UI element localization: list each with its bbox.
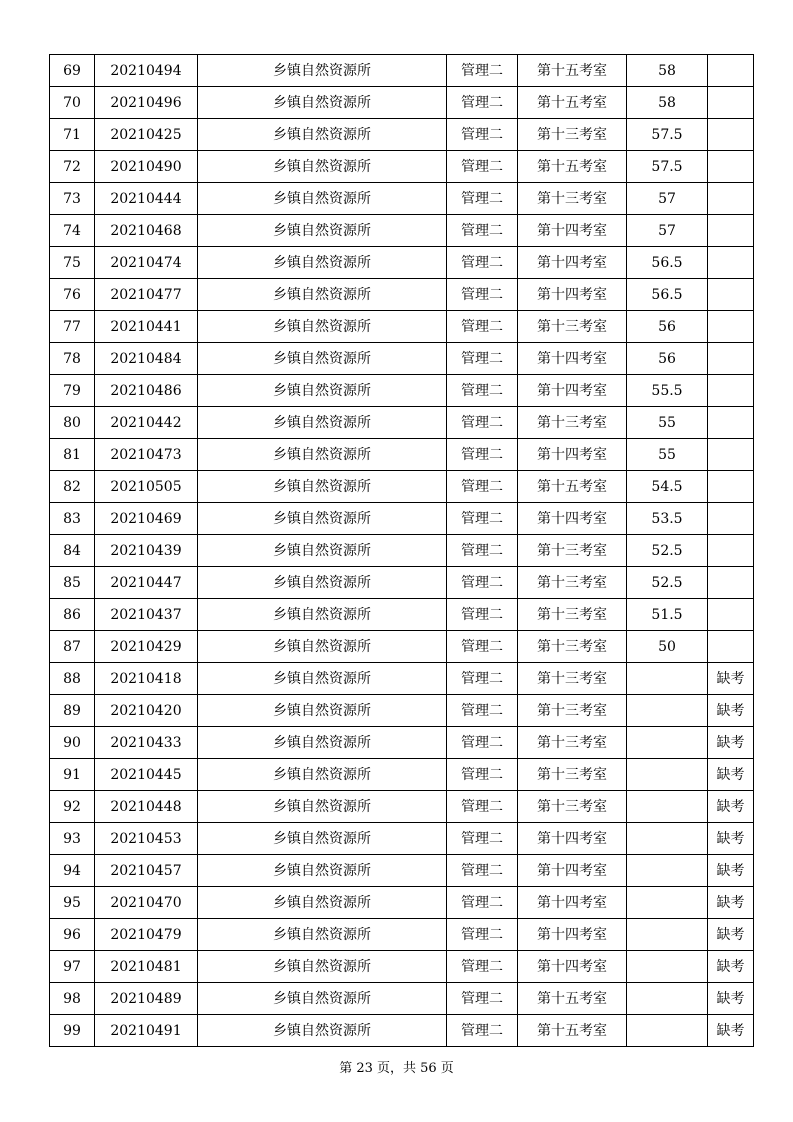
cell-score: 58 [627, 55, 708, 87]
table-row [50, 215, 754, 247]
cell-post: 管理二 [447, 343, 518, 375]
cell-sequence: 76 [50, 279, 95, 311]
cell-post: 管理二 [447, 727, 518, 759]
cell-exam-id: 20210420 [95, 695, 198, 727]
cell-exam-room: 第十四考室 [518, 919, 627, 951]
cell-score: 56 [627, 343, 708, 375]
table-row [50, 471, 754, 503]
cell-score [627, 823, 708, 855]
cell-post: 管理二 [447, 471, 518, 503]
cell-post: 管理二 [447, 279, 518, 311]
cell-post: 管理二 [447, 535, 518, 567]
cell-unit: 乡镇自然资源所 [198, 311, 447, 343]
cell-exam-room: 第十四考室 [518, 215, 627, 247]
table-row [50, 535, 754, 567]
cell-score [627, 951, 708, 983]
table-row [50, 791, 754, 823]
cell-note [708, 631, 754, 663]
cell-post: 管理二 [447, 55, 518, 87]
cell-score [627, 1015, 708, 1047]
cell-exam-room: 第十五考室 [518, 55, 627, 87]
cell-post: 管理二 [447, 183, 518, 215]
cell-exam-id: 20210433 [95, 727, 198, 759]
cell-score: 56 [627, 311, 708, 343]
cell-note [708, 535, 754, 567]
cell-exam-id: 20210441 [95, 311, 198, 343]
cell-exam-room: 第十三考室 [518, 567, 627, 599]
cell-exam-room: 第十五考室 [518, 1015, 627, 1047]
cell-exam-id: 20210425 [95, 119, 198, 151]
cell-note [708, 407, 754, 439]
cell-sequence: 88 [50, 663, 95, 695]
cell-exam-room: 第十三考室 [518, 535, 627, 567]
cell-score [627, 887, 708, 919]
cell-score [627, 727, 708, 759]
cell-post: 管理二 [447, 151, 518, 183]
cell-score: 58 [627, 87, 708, 119]
cell-sequence: 94 [50, 855, 95, 887]
cell-exam-id: 20210505 [95, 471, 198, 503]
cell-note: 缺考 [708, 727, 754, 759]
results-table [49, 54, 754, 1047]
cell-sequence: 72 [50, 151, 95, 183]
table-row [50, 439, 754, 471]
cell-score: 57 [627, 215, 708, 247]
table-row [50, 983, 754, 1015]
cell-note: 缺考 [708, 823, 754, 855]
cell-note: 缺考 [708, 951, 754, 983]
cell-exam-room: 第十五考室 [518, 471, 627, 503]
cell-exam-room: 第十三考室 [518, 695, 627, 727]
cell-exam-id: 20210484 [95, 343, 198, 375]
cell-sequence: 80 [50, 407, 95, 439]
cell-note [708, 471, 754, 503]
cell-unit: 乡镇自然资源所 [198, 599, 447, 631]
cell-exam-id: 20210474 [95, 247, 198, 279]
cell-note [708, 279, 754, 311]
cell-exam-room: 第十三考室 [518, 631, 627, 663]
cell-exam-id: 20210490 [95, 151, 198, 183]
table-row [50, 887, 754, 919]
cell-score: 53.5 [627, 503, 708, 535]
cell-exam-room: 第十四考室 [518, 247, 627, 279]
cell-score: 55.5 [627, 375, 708, 407]
cell-unit: 乡镇自然资源所 [198, 791, 447, 823]
cell-exam-id: 20210473 [95, 439, 198, 471]
cell-unit: 乡镇自然资源所 [198, 855, 447, 887]
cell-exam-id: 20210470 [95, 887, 198, 919]
cell-exam-room: 第十三考室 [518, 183, 627, 215]
cell-exam-room: 第十三考室 [518, 599, 627, 631]
results-table-body [50, 55, 754, 1047]
table-row [50, 311, 754, 343]
cell-sequence: 96 [50, 919, 95, 951]
cell-post: 管理二 [447, 887, 518, 919]
cell-post: 管理二 [447, 439, 518, 471]
cell-exam-room: 第十五考室 [518, 87, 627, 119]
table-row [50, 503, 754, 535]
cell-exam-room: 第十三考室 [518, 119, 627, 151]
cell-sequence: 74 [50, 215, 95, 247]
cell-exam-room: 第十四考室 [518, 823, 627, 855]
cell-post: 管理二 [447, 855, 518, 887]
table-row [50, 407, 754, 439]
cell-score [627, 791, 708, 823]
cell-sequence: 81 [50, 439, 95, 471]
cell-post: 管理二 [447, 1015, 518, 1047]
cell-sequence: 79 [50, 375, 95, 407]
cell-note [708, 55, 754, 87]
cell-sequence: 78 [50, 343, 95, 375]
cell-sequence: 70 [50, 87, 95, 119]
cell-score [627, 663, 708, 695]
cell-exam-room: 第十四考室 [518, 887, 627, 919]
cell-post: 管理二 [447, 663, 518, 695]
cell-exam-room: 第十三考室 [518, 311, 627, 343]
table-row [50, 343, 754, 375]
cell-post: 管理二 [447, 759, 518, 791]
cell-score: 56.5 [627, 279, 708, 311]
cell-exam-id: 20210494 [95, 55, 198, 87]
cell-post: 管理二 [447, 631, 518, 663]
cell-post: 管理二 [447, 951, 518, 983]
cell-exam-id: 20210442 [95, 407, 198, 439]
table-row [50, 279, 754, 311]
cell-unit: 乡镇自然资源所 [198, 1015, 447, 1047]
cell-sequence: 95 [50, 887, 95, 919]
table-row [50, 183, 754, 215]
cell-note: 缺考 [708, 1015, 754, 1047]
cell-sequence: 89 [50, 695, 95, 727]
cell-post: 管理二 [447, 791, 518, 823]
cell-note [708, 311, 754, 343]
cell-post: 管理二 [447, 119, 518, 151]
cell-note [708, 151, 754, 183]
cell-score: 51.5 [627, 599, 708, 631]
cell-exam-id: 20210453 [95, 823, 198, 855]
cell-unit: 乡镇自然资源所 [198, 343, 447, 375]
cell-exam-id: 20210448 [95, 791, 198, 823]
cell-post: 管理二 [447, 311, 518, 343]
cell-unit: 乡镇自然资源所 [198, 375, 447, 407]
cell-unit: 乡镇自然资源所 [198, 535, 447, 567]
cell-exam-id: 20210444 [95, 183, 198, 215]
cell-score: 52.5 [627, 567, 708, 599]
cell-score: 57 [627, 183, 708, 215]
cell-note: 缺考 [708, 919, 754, 951]
cell-exam-room: 第十四考室 [518, 375, 627, 407]
cell-exam-room: 第十五考室 [518, 983, 627, 1015]
cell-exam-room: 第十四考室 [518, 855, 627, 887]
cell-note: 缺考 [708, 663, 754, 695]
cell-sequence: 98 [50, 983, 95, 1015]
cell-note [708, 215, 754, 247]
table-row [50, 119, 754, 151]
cell-post: 管理二 [447, 503, 518, 535]
cell-post: 管理二 [447, 247, 518, 279]
cell-post: 管理二 [447, 215, 518, 247]
cell-post: 管理二 [447, 375, 518, 407]
cell-note: 缺考 [708, 791, 754, 823]
cell-post: 管理二 [447, 567, 518, 599]
cell-unit: 乡镇自然资源所 [198, 727, 447, 759]
cell-note: 缺考 [708, 887, 754, 919]
cell-score [627, 759, 708, 791]
cell-sequence: 71 [50, 119, 95, 151]
cell-exam-id: 20210418 [95, 663, 198, 695]
cell-score [627, 695, 708, 727]
cell-exam-room: 第十四考室 [518, 279, 627, 311]
cell-unit: 乡镇自然资源所 [198, 631, 447, 663]
cell-note [708, 247, 754, 279]
cell-sequence: 93 [50, 823, 95, 855]
table-row [50, 919, 754, 951]
cell-note [708, 375, 754, 407]
cell-post: 管理二 [447, 695, 518, 727]
cell-unit: 乡镇自然资源所 [198, 951, 447, 983]
cell-exam-id: 20210437 [95, 599, 198, 631]
cell-unit: 乡镇自然资源所 [198, 919, 447, 951]
cell-unit: 乡镇自然资源所 [198, 471, 447, 503]
cell-note [708, 503, 754, 535]
cell-unit: 乡镇自然资源所 [198, 55, 447, 87]
cell-sequence: 84 [50, 535, 95, 567]
cell-sequence: 92 [50, 791, 95, 823]
cell-score [627, 919, 708, 951]
cell-exam-id: 20210445 [95, 759, 198, 791]
cell-score: 55 [627, 407, 708, 439]
cell-exam-id: 20210457 [95, 855, 198, 887]
cell-exam-id: 20210481 [95, 951, 198, 983]
table-row [50, 663, 754, 695]
cell-sequence: 86 [50, 599, 95, 631]
cell-post: 管理二 [447, 823, 518, 855]
table-row [50, 87, 754, 119]
cell-note: 缺考 [708, 759, 754, 791]
cell-score [627, 983, 708, 1015]
cell-score: 56.5 [627, 247, 708, 279]
cell-score: 50 [627, 631, 708, 663]
table-row [50, 55, 754, 87]
cell-sequence: 82 [50, 471, 95, 503]
cell-sequence: 83 [50, 503, 95, 535]
cell-exam-id: 20210439 [95, 535, 198, 567]
cell-unit: 乡镇自然资源所 [198, 215, 447, 247]
table-row [50, 759, 754, 791]
cell-unit: 乡镇自然资源所 [198, 439, 447, 471]
cell-sequence: 75 [50, 247, 95, 279]
cell-note [708, 599, 754, 631]
table-row [50, 631, 754, 663]
cell-exam-room: 第十三考室 [518, 407, 627, 439]
cell-score: 57.5 [627, 119, 708, 151]
cell-note: 缺考 [708, 983, 754, 1015]
cell-sequence: 85 [50, 567, 95, 599]
cell-score: 52.5 [627, 535, 708, 567]
cell-unit: 乡镇自然资源所 [198, 183, 447, 215]
cell-sequence: 90 [50, 727, 95, 759]
cell-post: 管理二 [447, 407, 518, 439]
cell-score: 55 [627, 439, 708, 471]
cell-exam-room: 第十三考室 [518, 663, 627, 695]
cell-note [708, 183, 754, 215]
cell-exam-id: 20210491 [95, 1015, 198, 1047]
cell-exam-room: 第十四考室 [518, 951, 627, 983]
cell-unit: 乡镇自然资源所 [198, 663, 447, 695]
cell-unit: 乡镇自然资源所 [198, 407, 447, 439]
cell-post: 管理二 [447, 919, 518, 951]
table-row [50, 567, 754, 599]
cell-exam-room: 第十四考室 [518, 503, 627, 535]
cell-unit: 乡镇自然资源所 [198, 151, 447, 183]
cell-note [708, 343, 754, 375]
cell-sequence: 99 [50, 1015, 95, 1047]
cell-sequence: 77 [50, 311, 95, 343]
cell-exam-room: 第十四考室 [518, 343, 627, 375]
cell-unit: 乡镇自然资源所 [198, 247, 447, 279]
cell-unit: 乡镇自然资源所 [198, 823, 447, 855]
cell-score: 54.5 [627, 471, 708, 503]
cell-sequence: 69 [50, 55, 95, 87]
cell-exam-id: 20210477 [95, 279, 198, 311]
cell-note: 缺考 [708, 855, 754, 887]
cell-unit: 乡镇自然资源所 [198, 567, 447, 599]
page-footer: 第 23 页，共 56 页 [339, 1061, 454, 1076]
cell-unit: 乡镇自然资源所 [198, 759, 447, 791]
cell-unit: 乡镇自然资源所 [198, 983, 447, 1015]
cell-note [708, 87, 754, 119]
cell-note: 缺考 [708, 695, 754, 727]
table-row [50, 855, 754, 887]
cell-exam-room: 第十五考室 [518, 151, 627, 183]
table-row [50, 375, 754, 407]
cell-post: 管理二 [447, 599, 518, 631]
cell-post: 管理二 [447, 983, 518, 1015]
cell-post: 管理二 [447, 87, 518, 119]
cell-exam-room: 第十三考室 [518, 759, 627, 791]
cell-note [708, 439, 754, 471]
table-row [50, 695, 754, 727]
cell-sequence: 91 [50, 759, 95, 791]
cell-note [708, 567, 754, 599]
table-row [50, 599, 754, 631]
cell-unit: 乡镇自然资源所 [198, 887, 447, 919]
cell-score [627, 855, 708, 887]
table-row [50, 247, 754, 279]
table-row [50, 1015, 754, 1047]
cell-unit: 乡镇自然资源所 [198, 279, 447, 311]
cell-unit: 乡镇自然资源所 [198, 695, 447, 727]
table-row [50, 151, 754, 183]
table-row [50, 951, 754, 983]
cell-unit: 乡镇自然资源所 [198, 119, 447, 151]
cell-unit: 乡镇自然资源所 [198, 87, 447, 119]
cell-exam-id: 20210489 [95, 983, 198, 1015]
cell-exam-id: 20210486 [95, 375, 198, 407]
cell-exam-id: 20210447 [95, 567, 198, 599]
table-row [50, 727, 754, 759]
table-row [50, 823, 754, 855]
cell-exam-id: 20210468 [95, 215, 198, 247]
cell-exam-id: 20210479 [95, 919, 198, 951]
cell-exam-id: 20210469 [95, 503, 198, 535]
cell-note [708, 119, 754, 151]
cell-exam-room: 第十三考室 [518, 727, 627, 759]
cell-exam-room: 第十三考室 [518, 791, 627, 823]
cell-exam-id: 20210429 [95, 631, 198, 663]
cell-sequence: 97 [50, 951, 95, 983]
cell-sequence: 73 [50, 183, 95, 215]
cell-unit: 乡镇自然资源所 [198, 503, 447, 535]
cell-score: 57.5 [627, 151, 708, 183]
cell-sequence: 87 [50, 631, 95, 663]
cell-exam-id: 20210496 [95, 87, 198, 119]
cell-exam-room: 第十四考室 [518, 439, 627, 471]
